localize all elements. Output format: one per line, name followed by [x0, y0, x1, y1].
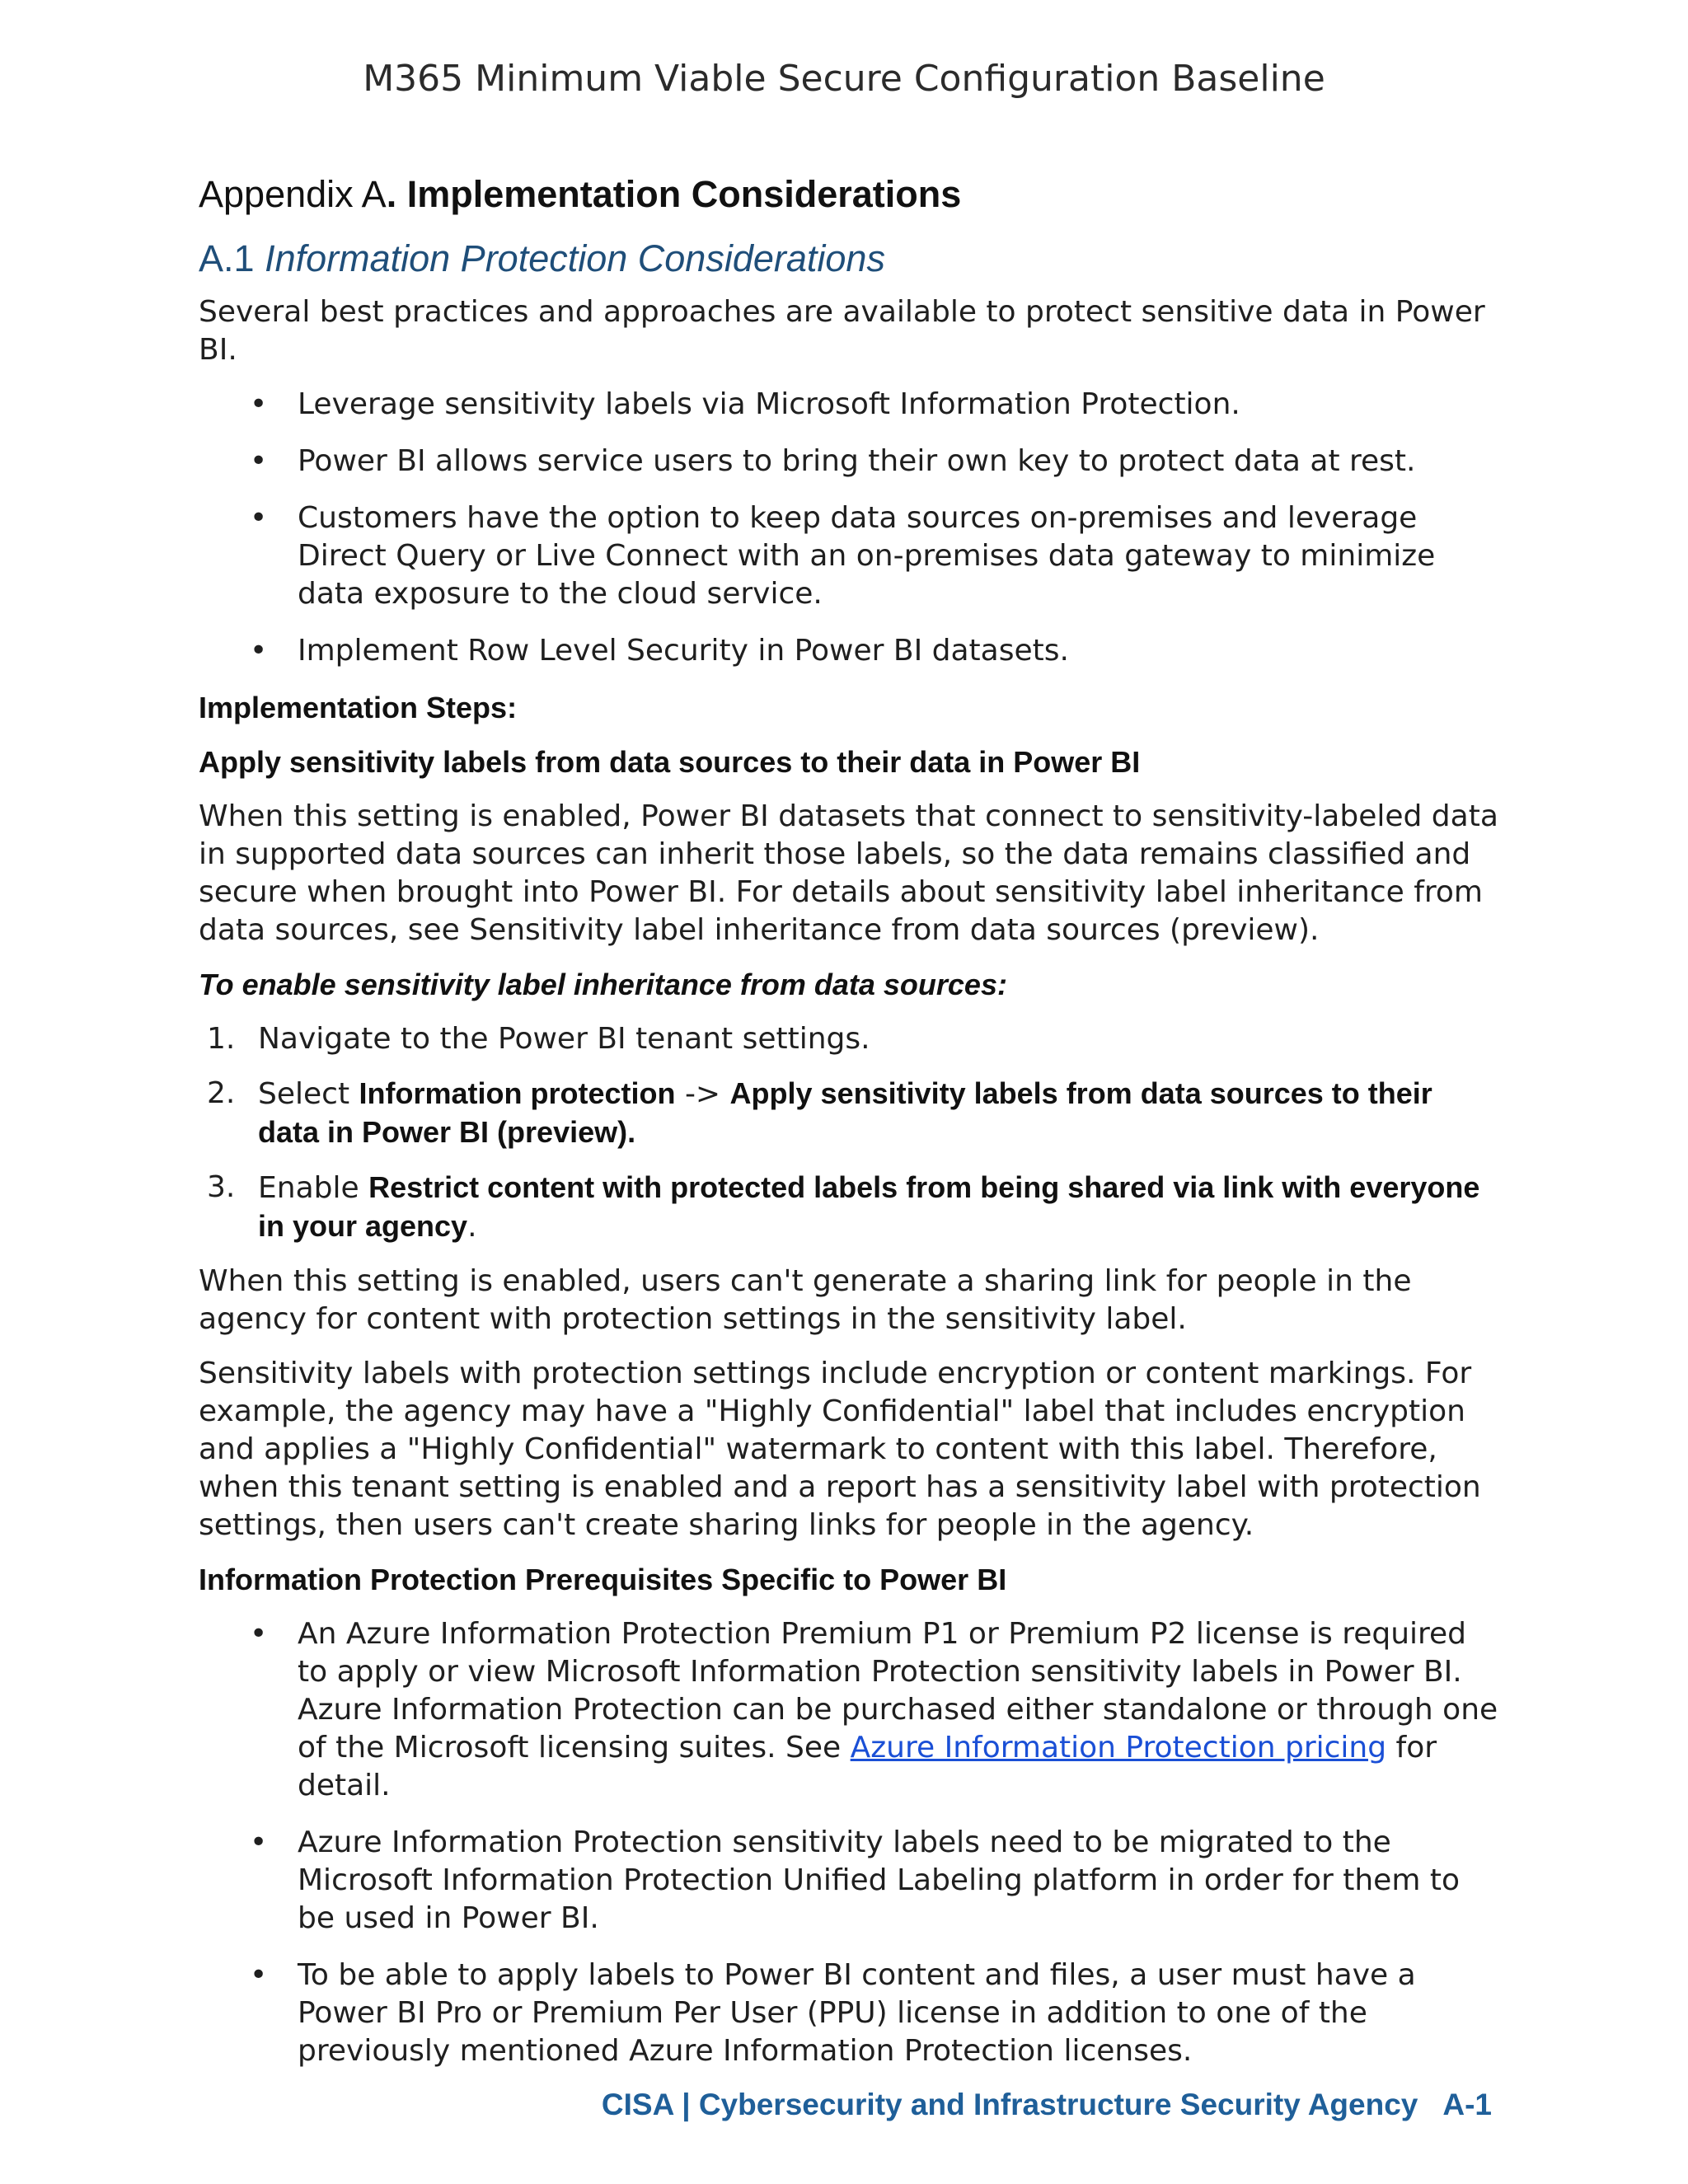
step-number: 2. — [207, 1076, 236, 1110]
list-item — [199, 1957, 1501, 2070]
section-number: A.1 — [199, 237, 255, 279]
step-text-arrow: -> — [675, 1077, 730, 1111]
list-item-text: To be able to apply labels to Power BI content and files, a user must have a Power BI Pro or Premium Per User (PPU) license in addition to one of the previously mentioned Azure Information Protection licenses. — [298, 1958, 1416, 2068]
aip-pricing-link[interactable]: Azure Information Protection pricing — [850, 1731, 1387, 1765]
list-item — [199, 386, 1501, 424]
appendix-title — [199, 173, 1501, 216]
step-number: 1. — [207, 1022, 236, 1056]
sharing-link-paragraph: When this setting is enabled, users can't generate a sharing link for people in the agency for content with protection settings in the sensitivity label. — [199, 1264, 1412, 1336]
step-bold-option: Apply sensitivity labels from data sources to their data in Power BI (preview). — [258, 1076, 1432, 1149]
list-item-text-post: for detail. — [298, 1731, 1437, 1802]
footer-org: CISA | Cybersecurity and Infrastructure Security Agency — [601, 2088, 1418, 2121]
bullet-dot: • — [250, 1825, 268, 1859]
apply-labels-paragraph: When this setting is enabled, Power BI datasets that connect to sensitivity-labeled data in supported data sources can inherit those labels, so the data remains classified and secure when brought into Power BI. For details about sensitivity label inheritance from data sources, see Sensitivity label inheritance from data sources (preview). — [199, 799, 1498, 947]
apply-labels-heading: Apply sensitivity labels from data sources to their data in Power BI — [199, 745, 1141, 779]
list-item-text: Power BI allows service users to bring their own key to protect data at rest. — [298, 444, 1416, 478]
list-item-text: Leverage sensitivity labels via Microsoft Information Protection. — [298, 387, 1240, 421]
list-item-text: Customers have the option to keep data sources on-premises and leverage Direct Query or Live Connect with an on-premises data gateway to minimize data exposure to the cloud service. — [298, 501, 1436, 611]
page-footer — [602, 2088, 1492, 2122]
list-item — [199, 499, 1501, 613]
appendix-prefix: Appendix A — [199, 173, 387, 215]
appendix-title-text: . Implementation Considerations — [386, 173, 962, 215]
bullet-dot: • — [250, 634, 268, 668]
implementation-steps-label: Implementation Steps: — [199, 691, 518, 724]
step-item — [199, 1075, 1501, 1152]
step-text-post: . — [467, 1210, 477, 1244]
step-bold-setting: Restrict content with protected labels from being shared via link with everyone in your agency — [258, 1170, 1480, 1243]
protection-settings-paragraph: Sensitivity labels with protection settings include encryption or content markings. For example, the agency may have a "Highly Confidential" label that includes encryption and applies a "Highly Confidential" watermark to content with this label. Therefore, when this tenant setting is enabled and a report has a sensitivity label with protection settings, then users can't create sharing links for people in the agency. — [199, 1357, 1481, 1542]
enable-steps-list — [199, 1020, 1501, 1246]
section-title: Information Protection Considerations — [265, 237, 885, 279]
enable-inheritance-label: To enable sensitivity label inheritance from data sources: — [199, 968, 1007, 1001]
prerequisites-list — [199, 1615, 1501, 2070]
list-item-text: Azure Information Protection sensitivity labels need to be migrated to the Microsoft Information Protection Unified Labeling platform in order for them to be used in Power BI. — [298, 1825, 1460, 1935]
list-item — [199, 443, 1501, 480]
page-number: A-1 — [1442, 2088, 1492, 2121]
list-item — [199, 632, 1501, 670]
list-item — [199, 1615, 1501, 1805]
list-item — [199, 1824, 1501, 1938]
intro-paragraph: Several best practices and approaches are available to protect sensitive data in Power BI. — [199, 295, 1485, 367]
bullet-dot: • — [250, 501, 268, 535]
bullet-dot: • — [250, 387, 268, 421]
bullet-dot: • — [250, 1617, 268, 1651]
bullet-dot: • — [250, 444, 268, 478]
best-practices-list — [199, 386, 1501, 670]
step-text-pre: Select — [258, 1077, 359, 1111]
step-text: Navigate to the Power BI tenant settings. — [258, 1022, 870, 1056]
list-item-text: An Azure Information Protection Premium P1 or Premium P2 license is required to apply or view Microsoft Information Protection sensitivity labels in Power BI. Azure Information Protection can be purchased either standalone or through one of the Microsoft licensing suites. See — [298, 1617, 1498, 1765]
step-bold-setting: Information protection — [359, 1076, 676, 1110]
page-content — [199, 173, 1501, 2089]
step-item — [199, 1169, 1501, 1246]
step-number: 3. — [207, 1170, 236, 1204]
list-item-text: Implement Row Level Security in Power BI datasets. — [298, 634, 1069, 668]
step-text-pre: Enable — [258, 1171, 369, 1205]
bullet-dot: • — [250, 1958, 268, 1992]
prerequisites-heading: Information Protection Prerequisites Specific to Power BI — [199, 1563, 1007, 1596]
document-header-title: M365 Minimum Viable Secure Configuration Baseline — [363, 58, 1325, 100]
section-heading — [199, 237, 1501, 280]
step-item — [199, 1020, 1501, 1058]
